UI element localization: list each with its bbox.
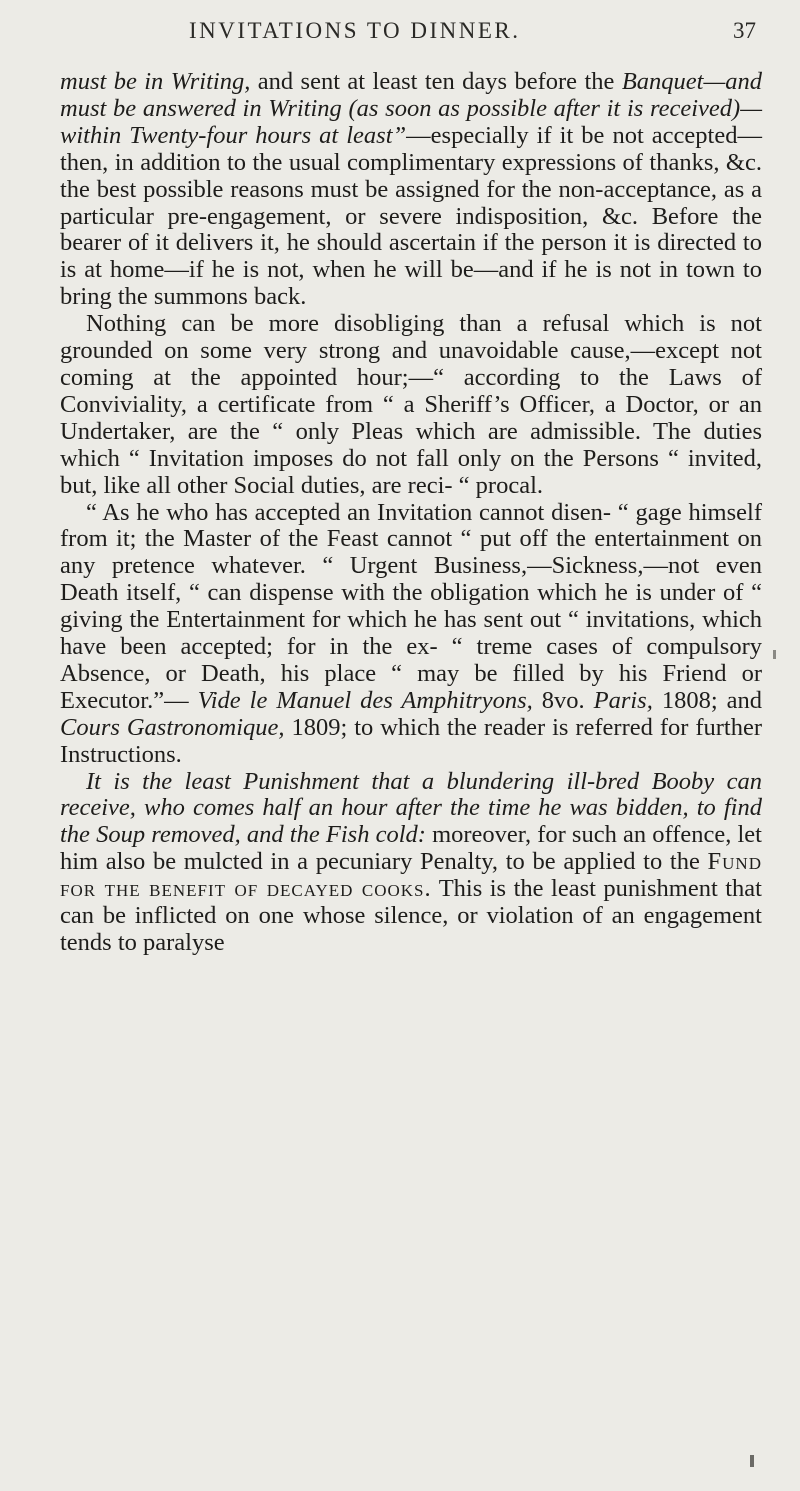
text-segment: This is the least punishment that can be inflicted on one whose silence, or violation of an engagement tends to paralyse: [60, 875, 762, 956]
text-segment: 1808; and: [661, 686, 763, 714]
text-segment: 8vo.: [541, 686, 594, 714]
paper-speck: [750, 1455, 754, 1467]
text-segment: must be in Writing,: [60, 68, 251, 95]
paragraph-3: [60, 500, 762, 769]
page-number: 37: [733, 18, 756, 43]
running-head: [60, 0, 762, 46]
text-segment: Fund for the benefit of decayed cooks.: [60, 848, 762, 903]
text-segment: Vide le Manuel des Amphitryons,: [197, 686, 542, 714]
text-segment: Nothing can be more disobliging than a refusal which is not grounded on some very strong and unavoidable cause,—except not coming at the appointed hour;—“ according to the Laws of Conviviality, a certificate from “ a Sheriff’s Officer, a Doctor, or an Undertaker, are the “ only Pleas which are admissible. The duties which “ Invitation imposes do not fall only on the Persons “ invited, but, like all other Social duties, are reci- “ procal.: [60, 310, 762, 499]
text-segment: 1809; to which the reader is referred for further Instructions.: [60, 713, 762, 768]
text-segment: moreover, for such an offence, let him also be mulcted in a pecuniary Penalty, to be applied to the: [60, 821, 762, 876]
paragraph-2: [60, 311, 762, 499]
text-segment: Cours Gastronomique,: [60, 713, 292, 741]
running-head-title: INVITATIONS TO DINNER.: [189, 18, 521, 43]
paper-speck: [773, 650, 776, 659]
paragraph-1: [60, 69, 762, 311]
text-segment: Banquet—and must be answered in Writing (as soon as possible after it is received)—within Twenty-four hours at least”: [60, 68, 762, 149]
paragraph-4: [60, 769, 762, 957]
text-segment: Paris,: [593, 686, 662, 714]
text-segment: It is the least Punishment that a blundering ill-bred Booby can receive, who comes half an hour after the time he was bidden, to find the Soup removed, and the Fish cold:: [60, 767, 762, 849]
body-text: [60, 69, 762, 957]
text-segment: —especially if it be not accepted—then, in addition to the usual complimentary expressions of thanks, &c. the best possible reasons must be assigned for the non-acceptance, as a particular pre-engagement, or severe indisposition, &c. Before the bearer of it delivers it, he should ascertain if the person it is directed to is at home—if he is not, when he will be—and if he is not in town to bring the summons back.: [60, 121, 762, 311]
text-segment: and sent at least ten days before the: [250, 68, 622, 95]
text-segment: “ As he who has accepted an Invitation cannot disen- “ gage himself from it; the Master of the Feast cannot “ put off the entertainment on any pretence whatever. “ Urgent Business,—Sickness,—not even Death itself, “ can dispense with the obligation which he is under of “ giving the Entertainment for which he has sent out “ invitations, which have been accepted; for in the ex- “ treme cases of compulsory Absence, or Death, his place “ may be filled by his Friend or Executor.”—: [60, 498, 762, 714]
